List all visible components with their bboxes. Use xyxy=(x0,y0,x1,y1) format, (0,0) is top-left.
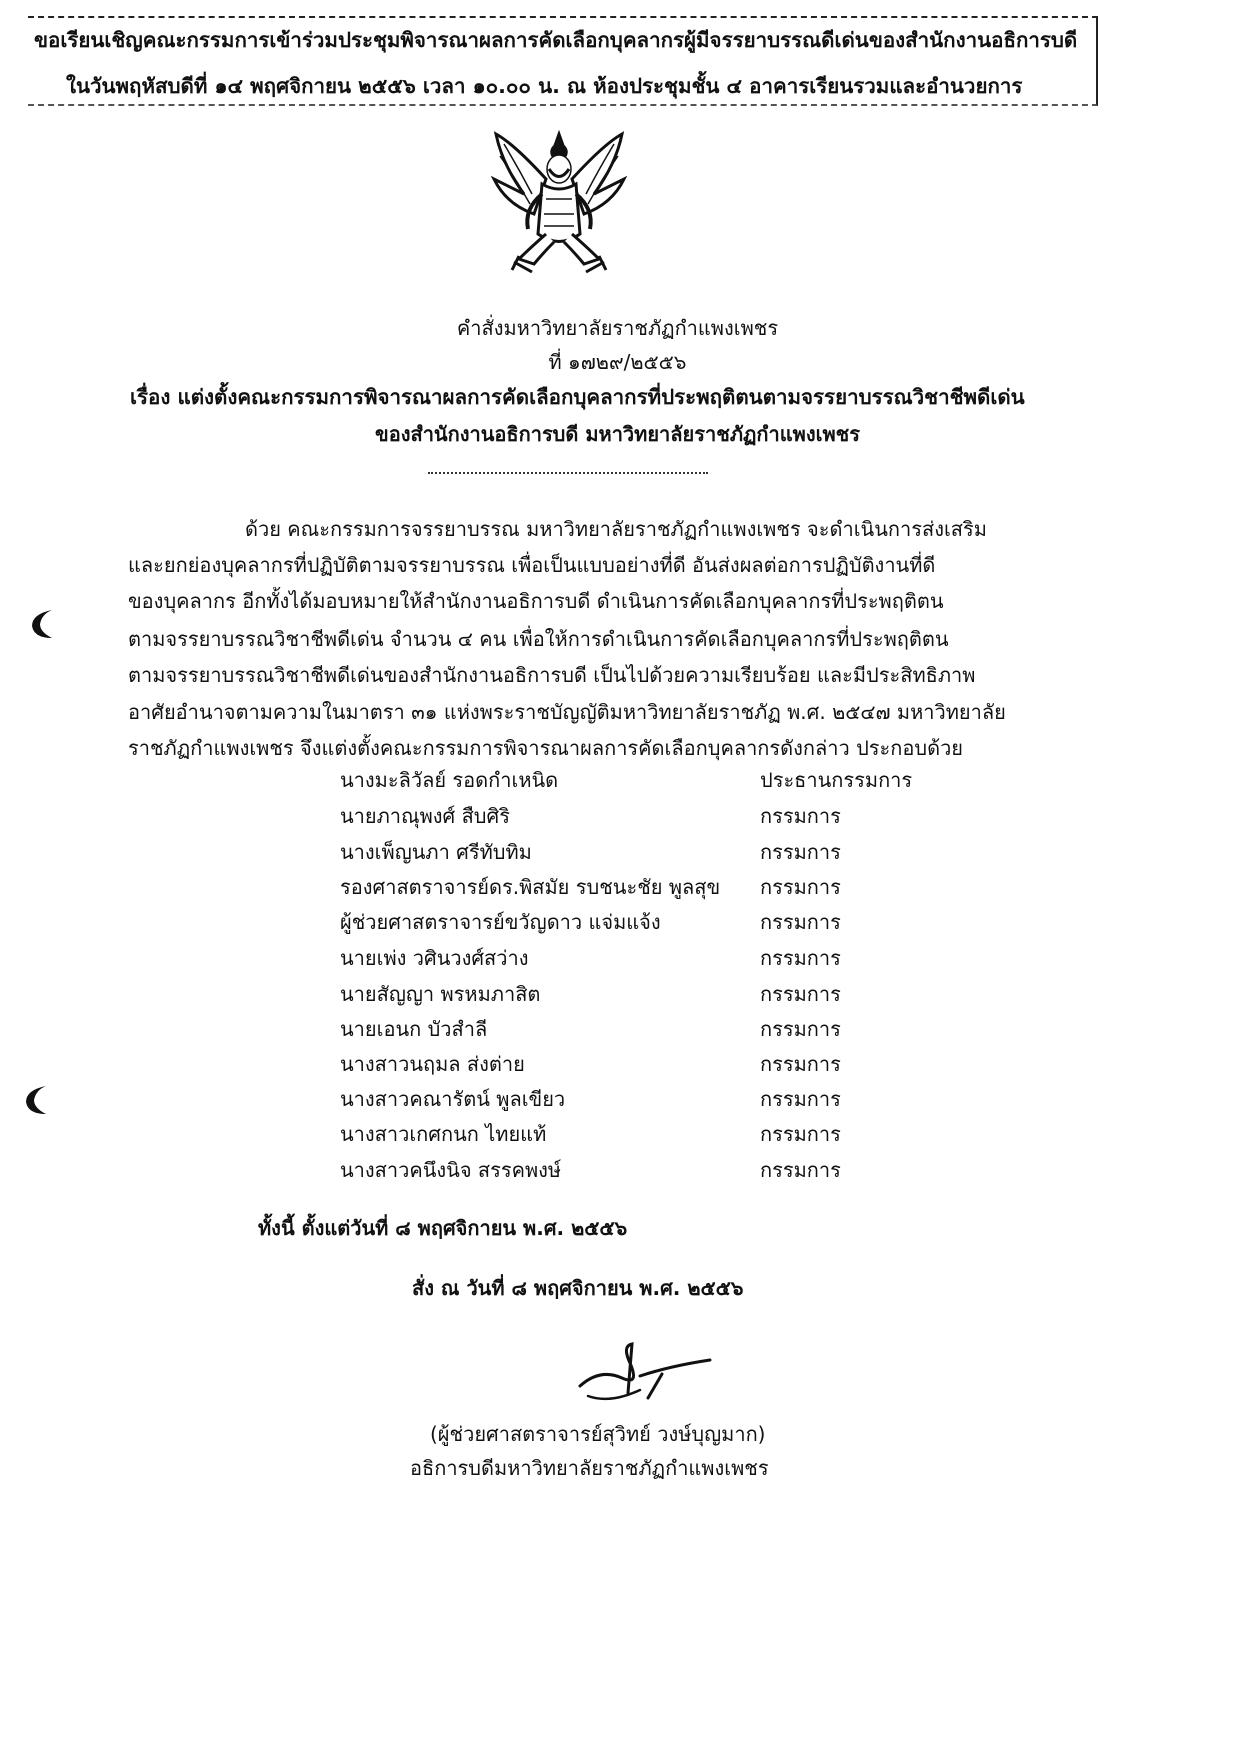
committee-member-name: นายเอนก บัวสำลี xyxy=(340,1017,488,1041)
committee-member-name: นางมะลิวัลย์ รอดกำเหนิด xyxy=(340,768,559,792)
body-line-3: ของบุคลากร อีกทั้งได้มอบหมายให้สำนักงานอธิการบดี ดำเนินการคัดเลือกบุคลากรที่ประพฤติตน xyxy=(128,589,944,613)
committee-member-role: กรรมการ xyxy=(760,946,841,970)
committee-member-name: นางสาวเกศกนก ไทยแท้ xyxy=(340,1122,547,1146)
committee-member-name: นางสาวนฤมล ส่งต่าย xyxy=(340,1052,525,1076)
body-line-6: อาศัยอำนาจตามความในมาตรา ๓๑ แห่งพระราชบัญญัติมหาวิทยาลัยราชภัฏ พ.ศ. ๒๕๔๗ มหาวิทยาลัย xyxy=(128,700,1006,724)
order-subject-line1: เรื่อง แต่งตั้งคณะกรรมการพิจารณาผลการคัดเลือกบุคลากรที่ประพฤติตนตามจรรยาบรรณวิชาชีพดีเด่น xyxy=(130,385,1025,409)
committee-member-name: นางสาวคณารัตน์ พูลเขียว xyxy=(340,1087,566,1111)
committee-member-role: กรรมการ xyxy=(760,910,841,934)
committee-member-role: กรรมการ xyxy=(760,875,841,899)
committee-member-name: นางเพ็ญนภา ศรีทับทิม xyxy=(340,840,532,864)
ordered-on-date: สั่ง ณ วันที่ ๘ พฤศจิกายน พ.ศ. ๒๕๕๖ xyxy=(412,1276,744,1300)
body-line-5: ตามจรรยาบรรณวิชาชีพดีเด่นของสำนักงานอธิการบดี เป็นไปด้วยความเรียบร้อย และมีประสิทธิภาพ xyxy=(128,663,976,687)
punch-hole-icon xyxy=(28,606,58,642)
body-line-7: ราชภัฏกำแพงเพชร จึงแต่งตั้งคณะกรรมการพิจารณาผลการคัดเลือกบุคลากรดังกล่าว ประกอบด้วย xyxy=(128,736,964,760)
committee-member-role: กรรมการ xyxy=(760,1052,841,1076)
committee-member-role: กรรมการ xyxy=(760,840,841,864)
committee-member-name: ผู้ช่วยศาสตราจารย์ขวัญดาว แจ่มแจ้ง xyxy=(340,910,661,934)
body-line-1: ด้วย คณะกรรมการจรรยาบรรณ มหาวิทยาลัยราชภัฏกำแพงเพชร จะดำเนินการส่งเสริม xyxy=(245,517,987,541)
header-note-line1: ขอเรียนเชิญคณะกรรมการเข้าร่วมประชุมพิจารณาผลการคัดเลือกบุคลากรผู้มีจรรยาบรรณดีเด่นของสำนักงานอธิการบดี xyxy=(34,28,1078,52)
committee-member-role: กรรมการ xyxy=(760,804,841,828)
committee-member-role: กรรมการ xyxy=(760,1087,841,1111)
body-line-2: และยกย่องบุคลากรที่ปฏิบัติตามจรรยาบรรณ เพื่อเป็นแบบอย่างที่ดี อันส่งผลต่อการปฏิบัติงานที่ดี xyxy=(128,553,936,577)
committee-member-role: กรรมการ xyxy=(760,982,841,1006)
order-title: คำสั่งมหาวิทยาลัยราชภัฏกำแพงเพชร xyxy=(456,316,779,340)
garuda-emblem-icon xyxy=(484,124,634,279)
committee-member-name: นายภาณุพงศ์ สืบศิริ xyxy=(340,804,510,828)
committee-member-role: กรรมการ xyxy=(760,1158,841,1182)
order-subject-line2: ของสำนักงานอธิการบดี มหาวิทยาลัยราชภัฏกำแพงเพชร xyxy=(375,422,860,446)
signer-name: (ผู้ช่วยศาสตราจารย์สุวิทย์ วงษ์บุญมาก) xyxy=(430,1422,766,1446)
header-note-line2: ในวันพฤหัสบดีที่ ๑๔ พฤศจิกายน ๒๕๕๖ เวลา ๑๐.๐๐ น. ณ ห้องประชุมชั้น ๔ อาคารเรียนรวมและอำนวยการ xyxy=(66,74,1023,98)
committee-member-role: กรรมการ xyxy=(760,1017,841,1041)
committee-member-name: นายสัญญา พรหมภาสิต xyxy=(340,982,541,1006)
effective-date: ทั้งนี้ ตั้งแต่วันที่ ๘ พฤศจิกายน พ.ศ. ๒๕๕๖ xyxy=(258,1216,628,1240)
order-number: ที่ ๑๗๒๙/๒๕๕๖ xyxy=(548,350,687,374)
signer-position: อธิการบดีมหาวิทยาลัยราชภัฏกำแพงเพชร xyxy=(410,1456,769,1480)
committee-member-role: กรรมการ xyxy=(760,1122,841,1146)
committee-member-name: นางสาวคนึงนิจ สรรคพงษ์ xyxy=(340,1158,562,1182)
body-line-4: ตามจรรยาบรรณวิชาชีพดีเด่น จำนวน ๔ คน เพื่อให้การดำเนินการคัดเลือกบุคลากรที่ประพฤติตน xyxy=(128,627,949,651)
committee-member-role: ประธานกรรมการ xyxy=(760,768,913,792)
committee-member-name: รองศาสตราจารย์ดร.พิสมัย รบชนะชัย พูลสุข xyxy=(340,875,721,899)
dotted-divider xyxy=(428,472,708,474)
committee-member-name: นายเพ่ง วศินวงศ์สว่าง xyxy=(340,946,529,970)
punch-hole-icon xyxy=(22,1082,52,1118)
handwritten-signature-icon xyxy=(570,1338,720,1408)
